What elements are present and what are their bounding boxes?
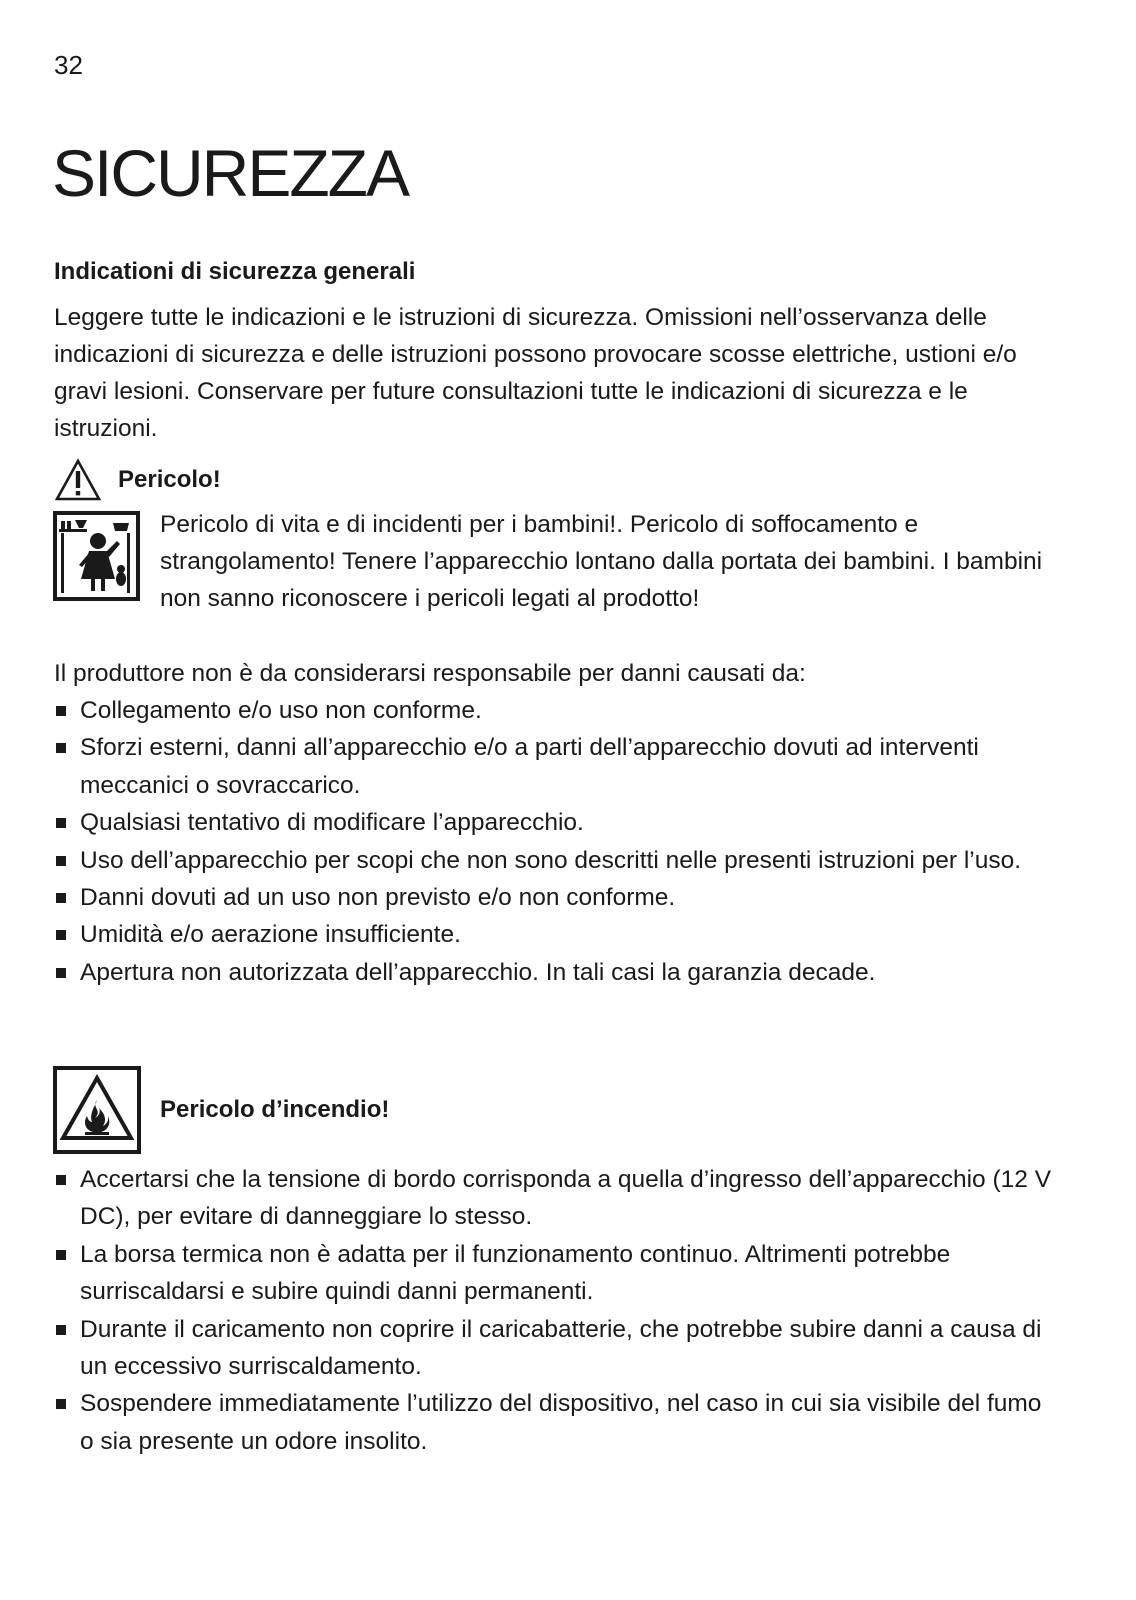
list-item: Uso dell’apparecchio per scopi che non sono descritti nelle presenti istruzioni per l’uso.: [54, 842, 1054, 879]
liability-intro: Il produttore non è da considerarsi responsabile per danni causati da:: [54, 660, 806, 687]
fire-hazard-icon: [53, 1066, 141, 1154]
list-item: Qualsiasi tentativo di modificare l’apparecchio.: [54, 804, 1054, 841]
danger-title: Pericolo!: [118, 466, 221, 493]
warning-triangle-icon: [54, 458, 102, 502]
child-hazard-icon: [53, 511, 140, 601]
danger-heading-row: [54, 455, 221, 505]
fire-danger-title: Pericolo d’incendio!: [160, 1096, 390, 1123]
list-item: Danni dovuti ad un uso non previsto e/o non conforme.: [54, 879, 1054, 916]
list-item: Accertarsi che la tensione di bordo corrisponda a quella d’ingresso dell’apparecchio (12 V DC), per evitare di danneggiare lo stesso.: [54, 1161, 1054, 1236]
danger-text: Pericolo di vita e di incidenti per i bambini!. Pericolo di soffocamento e strangolamento! Tenere l’apparecchio lontano dalla portata dei bambini. I bambini non sanno riconoscere i pericoli legati al prodotto!: [160, 511, 1043, 612]
list-item: La borsa termica non è adatta per il funzionamento continuo. Altrimenti potrebbe surriscaldarsi e subire quindi danni permanenti.: [54, 1236, 1054, 1311]
fire-safety-list: [54, 1161, 1054, 1460]
page-number: 32: [54, 50, 83, 80]
list-item: Sforzi esterni, danni all’apparecchio e/o a parti dell’apparecchio dovuti ad interventi meccanici o sovraccarico.: [54, 729, 1054, 804]
list-item: Umidità e/o aerazione insufficiente.: [54, 916, 1054, 953]
general-safety-text: Leggere tutte le indicazioni e le istruzioni di sicurezza. Omissioni nell’osservanza delle indicazioni di sicurezza e delle istruzioni possono provocare scosse elettriche, ustioni e/o gravi lesioni. Conservare per future consultazioni tutte le indicazioni di sicurezza e le istruzioni.: [54, 304, 1017, 442]
list-item: Durante il caricamento non coprire il caricabatterie, che potrebbe subire danni a causa di un eccessivo surriscaldamento.: [54, 1311, 1054, 1386]
list-item: Collegamento e/o uso non conforme.: [54, 692, 1054, 729]
general-safety-heading: Indicationi di sicurezza generali: [54, 258, 416, 285]
liability-list: [54, 692, 1054, 991]
list-item: Apertura non autorizzata dell’apparecchio. In tali casi la garanzia decade.: [54, 954, 1054, 991]
page-title: SICUREZZA: [52, 136, 409, 210]
list-item: Sospendere immediatamente l’utilizzo del dispositivo, nel caso in cui sia visibile del fumo o sia presente un odore insolito.: [54, 1385, 1054, 1460]
